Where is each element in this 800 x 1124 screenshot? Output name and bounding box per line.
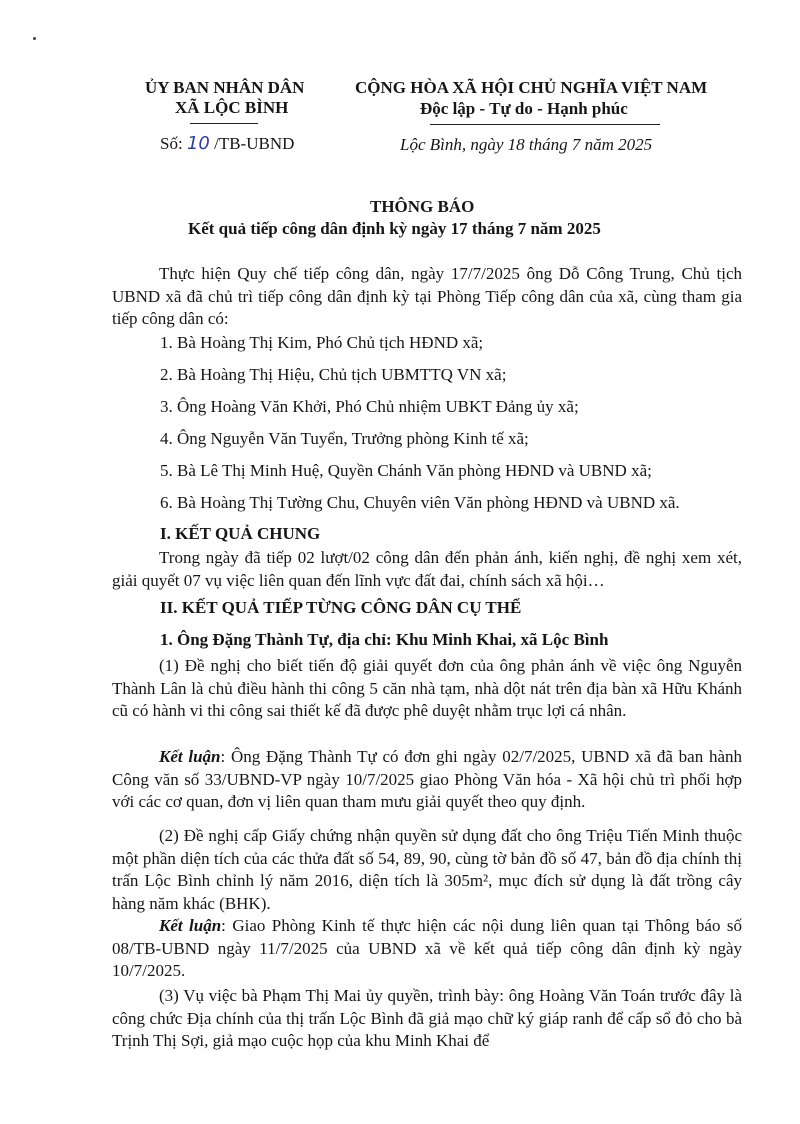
section-1-text: Trong ngày đã tiếp 02 lượt/02 công dân đến phản ánh, kiến nghị, đề nghị xem xét, giải quyết 07 vụ việc liên quan đến lĩnh vực đất đai, chính sách xã hội… — [112, 548, 742, 590]
scan-speck — [33, 37, 36, 40]
number-prefix: Số: — [160, 134, 183, 153]
item-2-text: (2) Đề nghị cấp Giấy chứng nhận quyền sử dụng đất cho ông Triệu Tiến Minh thuộc một phần diện tích của các thửa đất số 54, 89, 90, cùng tờ bản đồ số 47, bản đồ địa chính thị trấn Lộc Bình chỉnh lý năm 2016, diện tích là 305m², mục đích sử dụng là đất trồng cây hàng năm khác (BHK). — [112, 826, 742, 913]
section-1-paragraph — [112, 547, 742, 592]
handwritten-number: 10 — [186, 133, 210, 154]
agency-name-line2: XÃ LỘC BÌNH — [175, 98, 289, 117]
conclusion-1-label: Kết luận — [159, 747, 221, 766]
conclusion-1-paragraph — [112, 746, 742, 814]
nation-motto: Độc lập - Tự do - Hạnh phúc — [420, 99, 628, 118]
participant-2: 2. Bà Hoàng Thị Hiệu, Chủ tịch UBMTTQ VN xã; — [160, 365, 507, 384]
item-2-paragraph — [112, 825, 742, 915]
conclusion-2-text: : Giao Phòng Kinh tế thực hiện các nội dung liên quan tại Thông báo số 08/TB-UBND ngày 11/7/2025 của UBND xã về kết quả tiếp công dân định kỳ ngày 10/7/2025. — [112, 916, 742, 980]
document-title: THÔNG BÁO — [370, 197, 475, 216]
number-suffix: /TB-UBND — [214, 134, 295, 153]
participant-3: 3. Ông Hoàng Văn Khởi, Phó Chủ nhiệm UBKT Đảng ủy xã; — [160, 397, 579, 416]
document-subtitle: Kết quả tiếp công dân định kỳ ngày 17 tháng 7 năm 2025 — [188, 219, 601, 238]
nation-name: CỘNG HÒA XÃ HỘI CHỦ NGHĨA VIỆT NAM — [355, 78, 708, 97]
citizen-1-heading: 1. Ông Đặng Thành Tự, địa chỉ: Khu Minh Khai, xã Lộc Bình — [160, 630, 609, 649]
section-1-heading: I. KẾT QUẢ CHUNG — [160, 524, 321, 543]
item-3-paragraph — [112, 985, 742, 1055]
place-date: Lộc Bình, ngày 18 tháng 7 năm 2025 — [400, 135, 653, 154]
conclusion-2-paragraph — [112, 915, 742, 983]
motto-underline — [430, 124, 660, 125]
agency-underline — [190, 123, 258, 124]
intro-text: Thực hiện Quy chế tiếp công dân, ngày 17/7/2025 ông Dỗ Công Trung, Chủ tịch UBND xã đã chủ trì tiếp công dân định kỳ tại Phòng Tiếp công dân của xã, cùng tham gia tiếp công dân có: — [112, 264, 742, 328]
conclusion-1-text: : Ông Đặng Thành Tự có đơn ghi ngày 02/7/2025, UBND xã đã ban hành Công văn số 33/UBND-VP ngày 10/7/2025 giao Phòng Văn hóa - Xã hội chủ trì phối hợp với các cơ quan, đơn vị liên quan tham mưu giải quyết theo quy định. — [112, 747, 742, 811]
participant-1: 1. Bà Hoàng Thị Kim, Phó Chủ tịch HĐND xã; — [160, 333, 484, 352]
participant-5: 5. Bà Lê Thị Minh Huệ, Quyền Chánh Văn phòng HĐND và UBND xã; — [160, 461, 652, 480]
intro-paragraph — [112, 263, 742, 331]
item-1-text: (1) Đề nghị cho biết tiến độ giải quyết đơn của ông phản ánh về việc ông Nguyễn Thành Lân là chủ điều hành thi công 5 căn nhà tạm, nhà dột nát trên địa bàn xã Hữu Khánh cũ có hành vi thi công sai thiết kế đã được phê duyệt nhằm trục lợi cá nhân. — [112, 656, 742, 720]
participant-4: 4. Ông Nguyễn Văn Tuyển, Trưởng phòng Kinh tế xã; — [160, 429, 529, 448]
participant-6: 6. Bà Hoàng Thị Tường Chu, Chuyên viên Văn phòng HĐND và UBND xã. — [160, 493, 680, 512]
item-3-text: (3) Vụ việc bà Phạm Thị Mai ủy quyền, trình bày: ông Hoàng Văn Toán trước đây là công chức Địa chính của thị trấn Lộc Bình đã giả mạo chữ ký giáp ranh để cấp sổ đỏ cho bà Trịnh Thị Sợi, giả mạo cuộc họp của khu Minh Khai để — [112, 986, 742, 1050]
conclusion-2-label: Kết luận — [159, 916, 222, 935]
document-number — [160, 133, 294, 154]
agency-name-line1: ỦY BAN NHÂN DÂN — [145, 78, 305, 97]
item-1-paragraph — [112, 655, 742, 723]
section-2-heading: II. KẾT QUẢ TIẾP TỪNG CÔNG DÂN CỤ THỂ — [160, 598, 522, 617]
